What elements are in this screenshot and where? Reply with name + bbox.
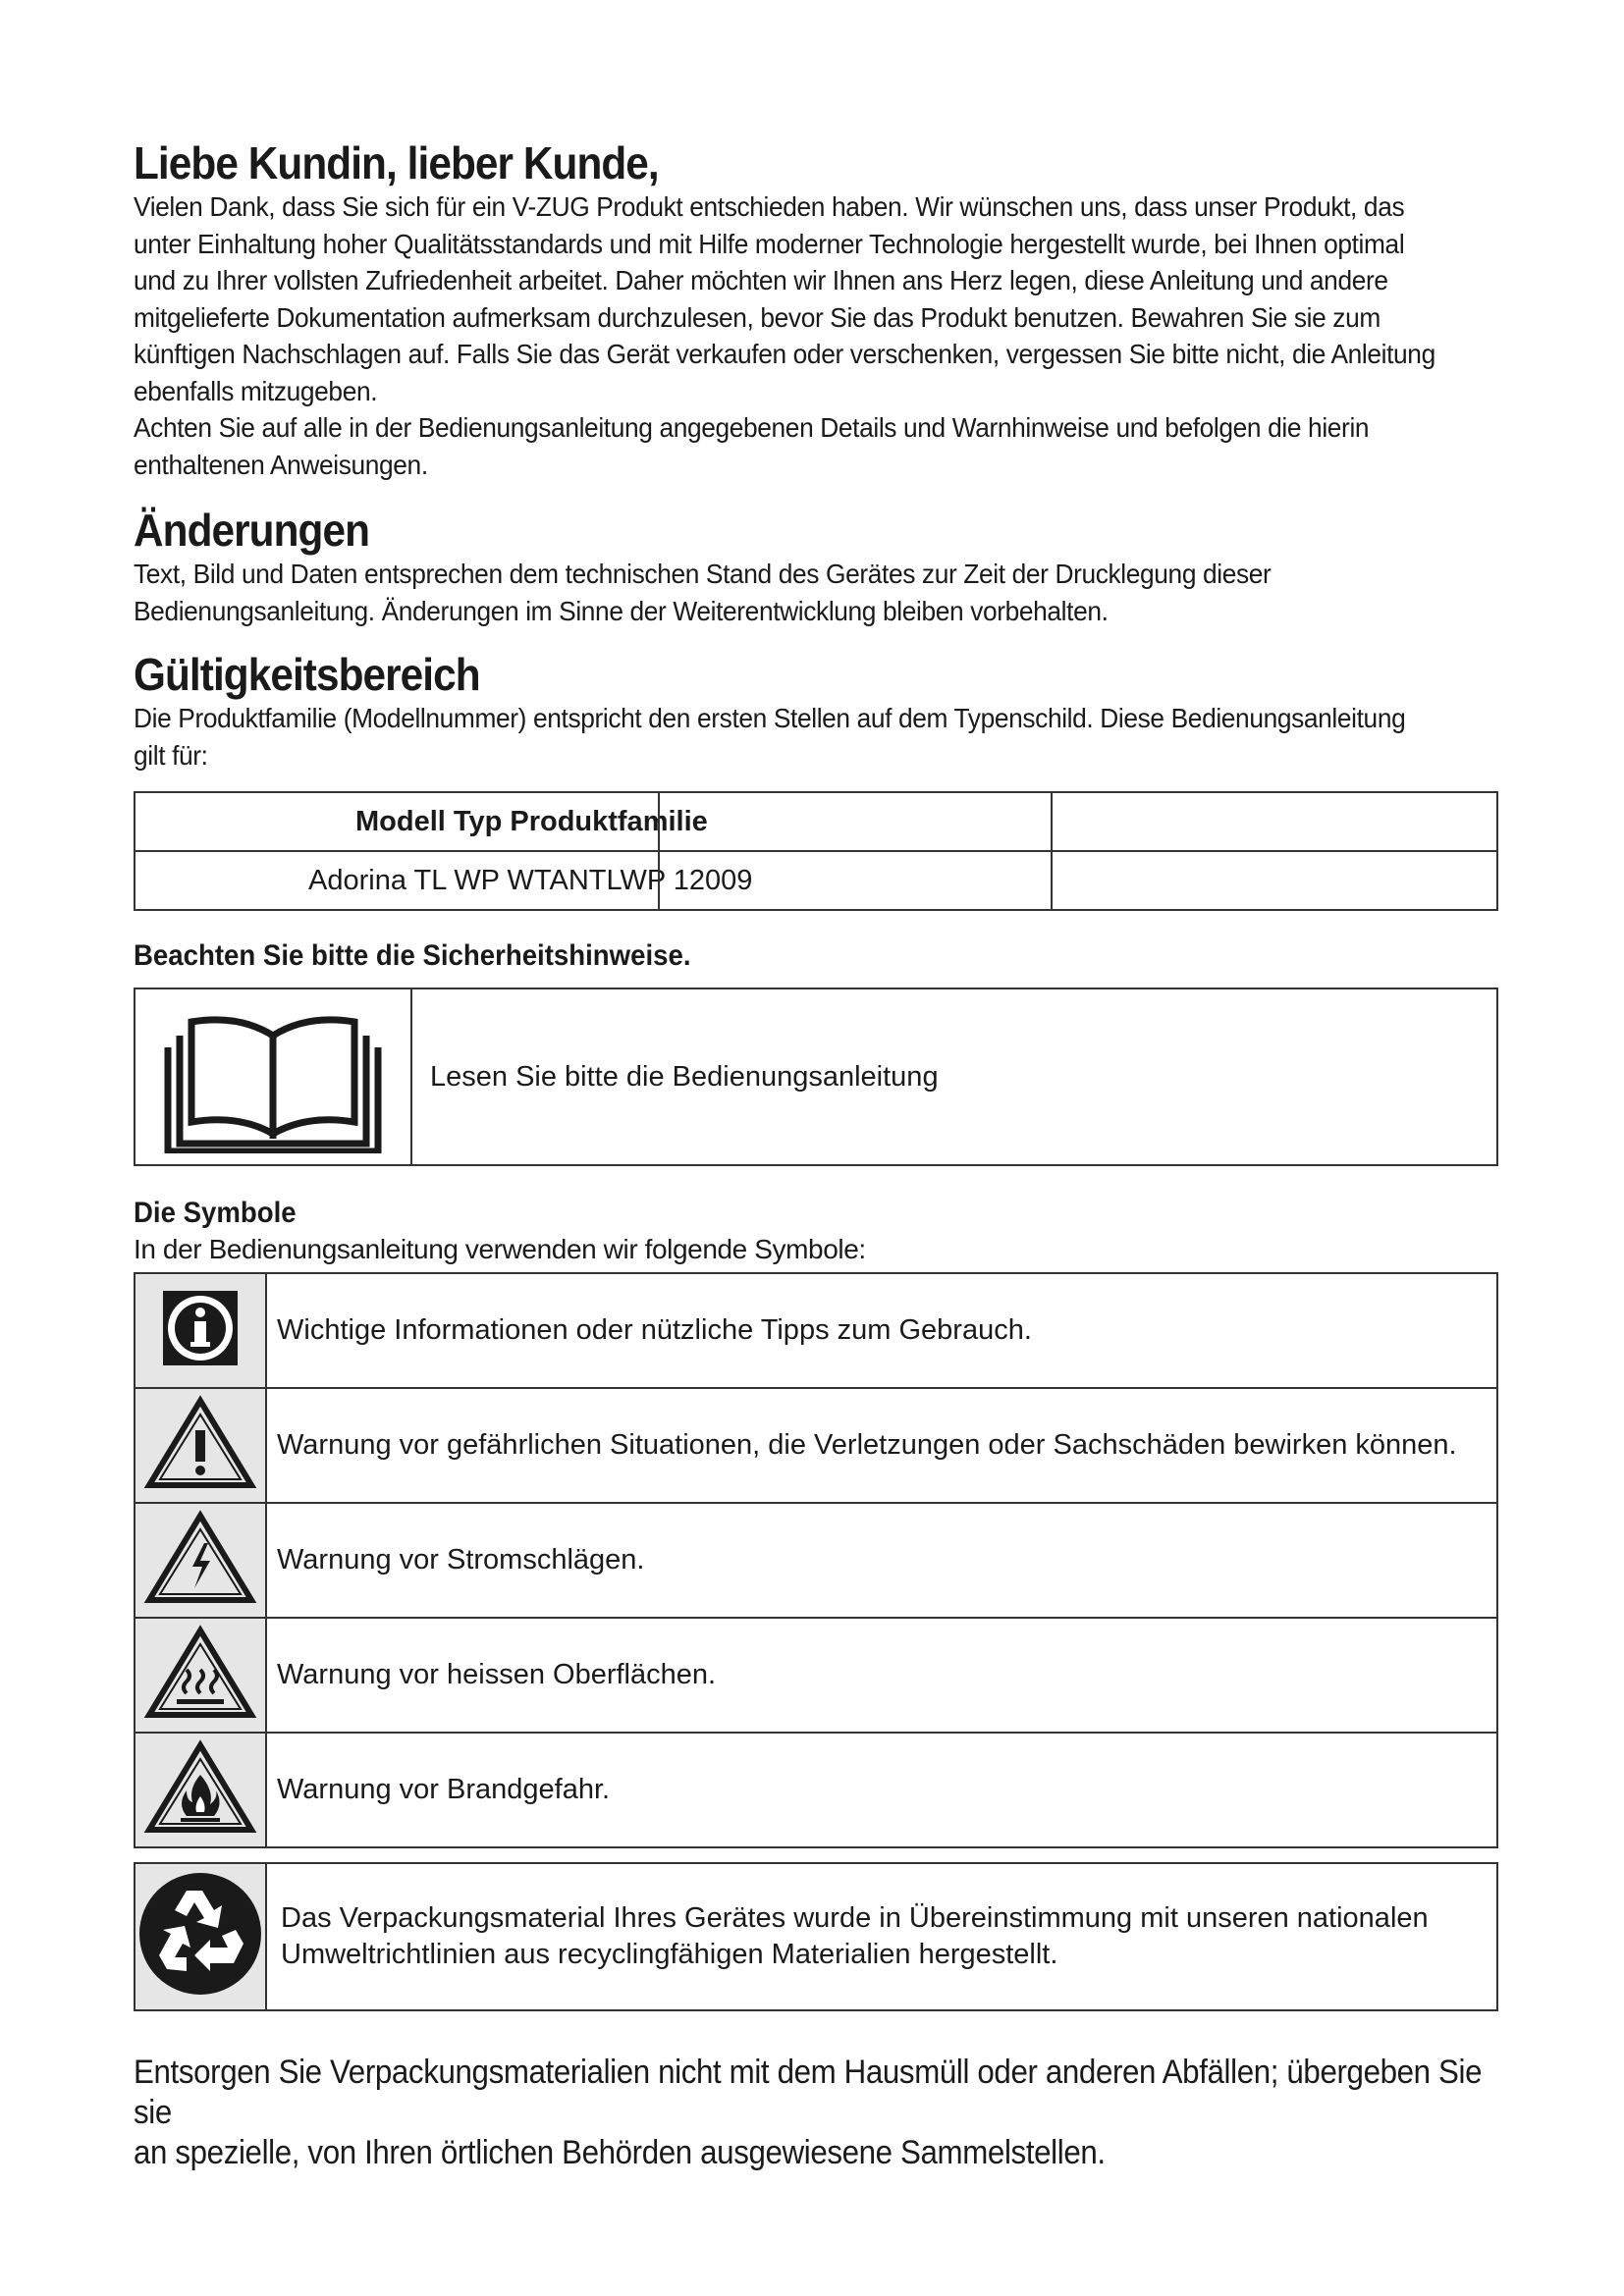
disposal-line: an spezielle, von Ihren örtlichen Behörden ausgewiesene Sammelstellen. (134, 2133, 1106, 2171)
table-divider (658, 852, 660, 909)
changes-text (134, 556, 1499, 629)
scope-text (134, 700, 1499, 774)
open-book-icon (160, 996, 386, 1153)
read-manual-text: Lesen Sie bitte die Bedienungsanleitung (411, 988, 1497, 1165)
symbol-text: Warnung vor Stromschlägen. (266, 1503, 1497, 1618)
changes-heading: Änderungen (134, 505, 370, 556)
scope-line: gilt für: (134, 739, 208, 771)
model-table-empty-cell (1052, 792, 1497, 851)
model-table-empty-cell (1052, 851, 1497, 910)
scope-heading: Gültigkeitsbereich (134, 649, 480, 700)
hot-surface-icon (143, 1625, 257, 1721)
recycling-line: Umweltrichtlinien aus recyclingfähigen Materialien hergestellt. (281, 1938, 1058, 1970)
intro-line: Achten Sie auf alle in der Bedienungsanleitung angegebenen Details und Warnhinweise und befolgen die hierin (134, 412, 1370, 443)
symbol-icon-cell (135, 1388, 266, 1503)
intro-line: unter Einhaltung hoher Qualitätsstandards und mit Hilfe moderner Technologie hergestellt wurde, bei Ihnen optimal (134, 228, 1405, 259)
symbol-text: Warnung vor gefährlichen Situationen, die Verletzungen oder Sachschäden bewirken können. (266, 1388, 1497, 1503)
recycling-box (134, 1862, 1498, 2011)
recycling-text (266, 1863, 1497, 2010)
read-manual-cell (135, 988, 411, 1165)
intro-line: künftigen Nachschlagen auf. Falls Sie das Gerät verkaufen oder verschenken, vergessen Sie bitte nicht, die Anleitung (134, 339, 1435, 369)
changes-line: Bedienungsanleitung. Änderungen im Sinne der Weiterentwicklung bleiben vorbehalten. (134, 595, 1109, 626)
symbols-heading: Die Symbole (134, 1197, 297, 1229)
symbol-text: Warnung vor Brandgefahr. (266, 1733, 1497, 1847)
symbol-row (135, 1388, 1497, 1503)
symbol-row (135, 1273, 1497, 1388)
symbol-text: Warnung vor heissen Oberflächen. (266, 1618, 1497, 1733)
warning-icon (143, 1395, 257, 1491)
safety-heading: Beachten Sie bitte die Sicherheitshinweise. (134, 939, 691, 972)
intro-line: ebenfalls mitzugeben. (134, 375, 378, 406)
fire-icon (143, 1739, 257, 1836)
symbol-icon-cell (135, 1618, 266, 1733)
model-table-value (135, 851, 1052, 910)
intro-line: Vielen Dank, dass Sie sich für ein V-ZUG Produkt entschieden haben. Wir wünschen uns, dass unser Produkt, das (134, 191, 1405, 222)
document-page (134, 137, 1498, 2173)
disposal-line: Entsorgen Sie Verpackungsmaterialien nicht mit dem Hausmüll oder anderen Abfällen; übergeben Sie sie (134, 2053, 1483, 2131)
intro-line: enthaltenen Anweisungen. (134, 449, 428, 480)
info-icon (159, 1287, 242, 1369)
recycling-icon-cell (135, 1863, 266, 2010)
symbol-icon-cell (135, 1503, 266, 1618)
intro-text (134, 188, 1499, 483)
symbol-row (135, 1733, 1497, 1847)
changes-line: Text, Bild und Daten entsprechen dem technischen Stand des Gerätes zur Zeit der Drucklegung dieser (134, 559, 1272, 589)
intro-line: mitgelieferte Dokumentation aufmerksam durchzulesen, bevor Sie das Produkt benutzen. Bewahren Sie sie zum (134, 301, 1380, 333)
model-value-text: Adorina TL WP WTANTLWP 12009 (308, 864, 753, 896)
recycling-line: Das Verpackungsmaterial Ihres Gerätes wurde in Übereinstimmung mit unseren nationalen (281, 1901, 1429, 1934)
disposal-text (134, 2053, 1497, 2173)
symbol-row (135, 1618, 1497, 1733)
greeting-heading: Liebe Kundin, lieber Kunde, (134, 137, 659, 188)
symbol-icon-cell (135, 1273, 266, 1388)
symbols-table (134, 1272, 1498, 1848)
intro-line: und zu Ihrer vollsten Zufriedenheit arbeitet. Daher möchten wir Ihnen ans Herz legen, diese Anleitung und andere (134, 265, 1388, 295)
symbol-row (135, 1503, 1497, 1618)
symbol-icon-cell (135, 1733, 266, 1847)
scope-line: Die Produktfamilie (Modellnummer) entspricht den ersten Stellen auf dem Typenschild. Diese Bedienungsanleitung (134, 703, 1406, 733)
symbols-intro: In der Bedienungsanleitung verwenden wir folgende Symbole: (134, 1234, 866, 1264)
electric-shock-icon (143, 1510, 257, 1606)
model-table-header (135, 792, 1052, 851)
model-table (134, 791, 1498, 911)
symbol-text: Wichtige Informationen oder nützliche Tipps zum Gebrauch. (266, 1273, 1497, 1388)
read-manual-box (134, 988, 1498, 1166)
recycling-icon (137, 1871, 263, 1997)
model-header-text: Modell Typ Produktfamilie (355, 805, 708, 837)
table-divider (658, 793, 660, 850)
